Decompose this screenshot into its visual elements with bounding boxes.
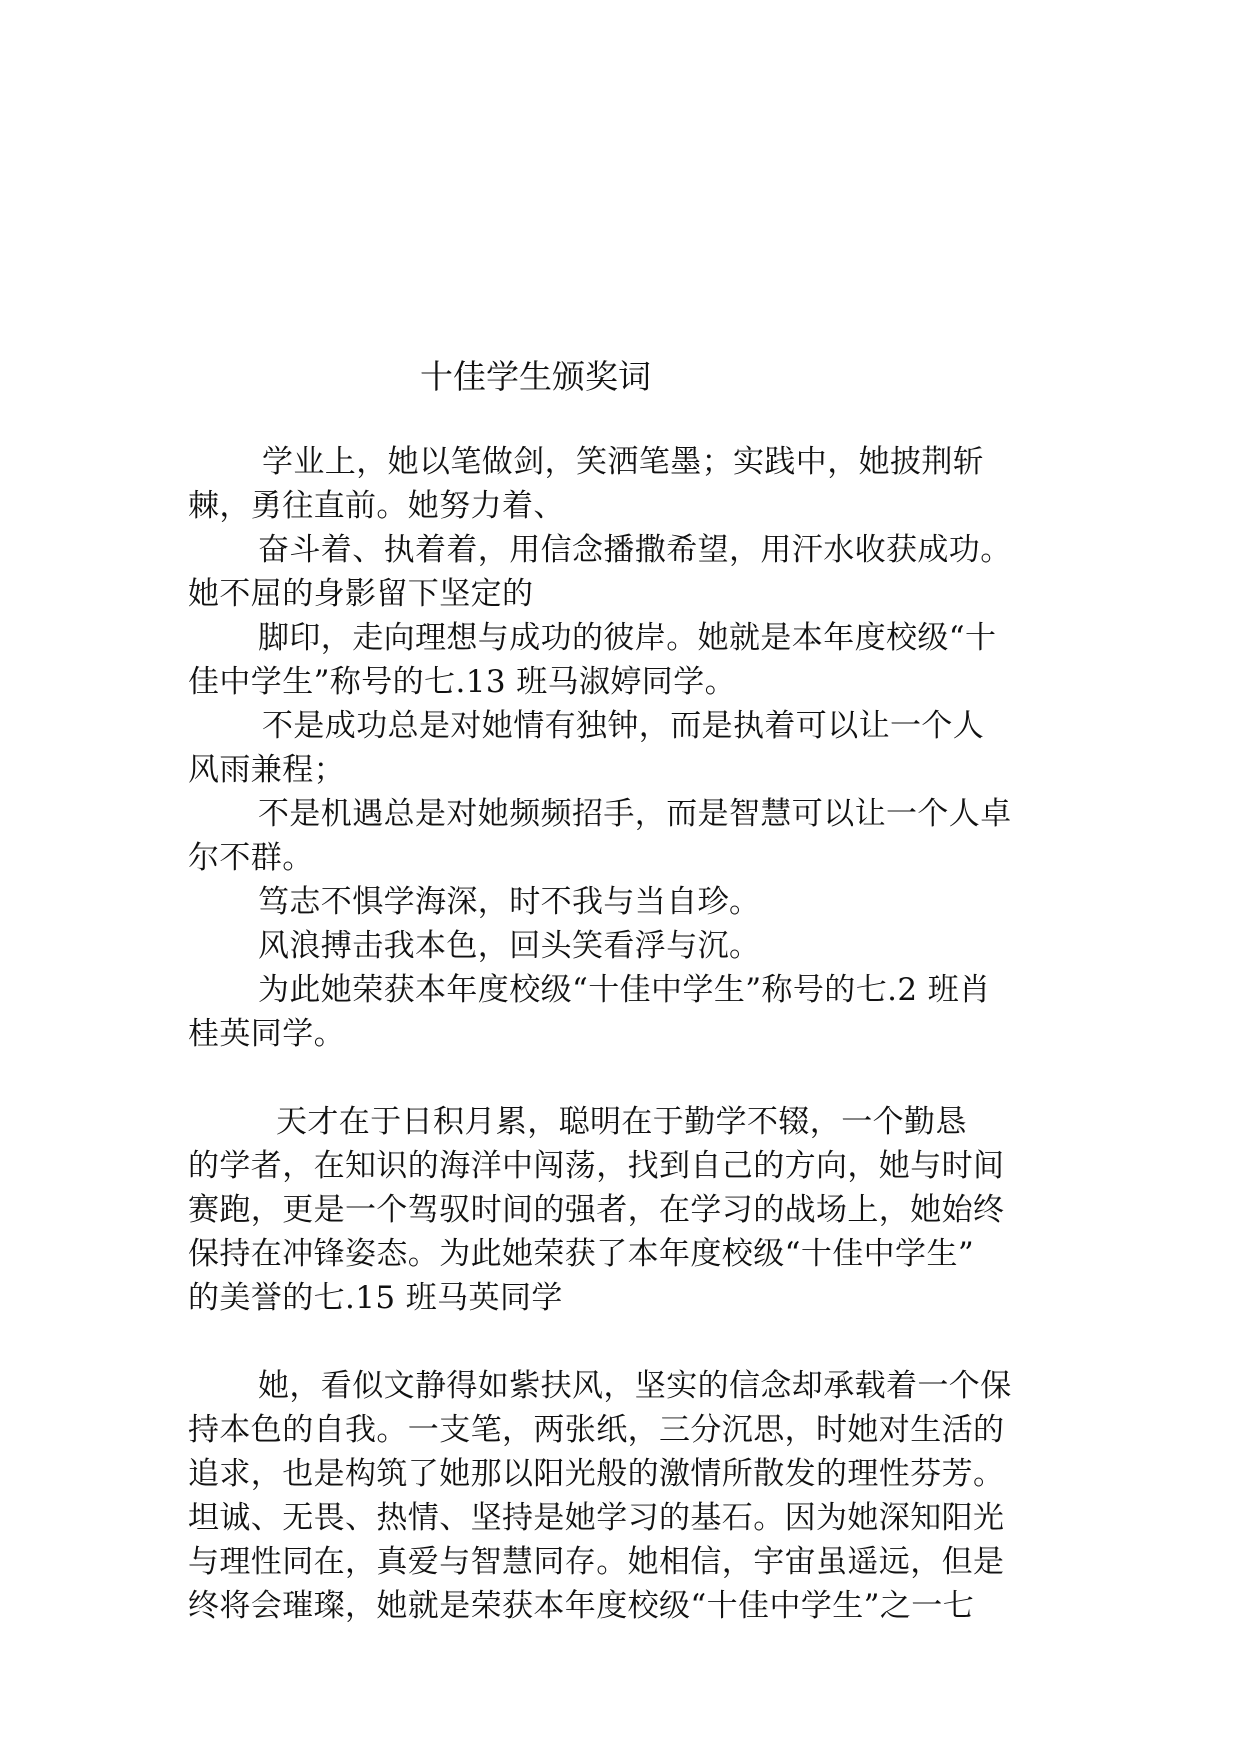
text-line: 终将会璀璨，她就是荣获本年度校级“十佳中学生”之一七 [188, 1588, 975, 1624]
text-line: 的美誉的七.15 班马英同学 [188, 1280, 563, 1316]
text-line: 佳中学生”称号的七.13 班马淑婷同学。 [188, 664, 737, 700]
text-line: 笃志不惧学海深，时不我与当自珍。 [258, 884, 761, 920]
text-line: 学业上，她以笔做剑，笑洒笔墨；实践中，她披荆斩 [262, 444, 985, 480]
text-line: 风雨兼程； [188, 752, 345, 788]
text-line: 不是机遇总是对她频频招手，而是智慧可以让一个人卓 [258, 796, 1012, 832]
text-line: 的学者，在知识的海洋中闯荡，找到自己的方向，她与时间 [188, 1148, 1005, 1184]
text-line: 坦诚、无畏、热情、坚持是她学习的基石。因为她深知阳光 [188, 1500, 1005, 1536]
text-line: 风浪搏击我本色，回头笑看浮与沉。 [258, 928, 761, 964]
text-line: 追求，也是构筑了她那以阳光般的激情所散发的理性芬芳。 [188, 1456, 1005, 1492]
text-line: 保持在冲锋姿态。为此她荣获了本年度校级“十佳中学生” [188, 1236, 975, 1272]
text-line: 不是成功总是对她情有独钟，而是执着可以让一个人 [262, 708, 985, 744]
text-line: 她，看似文静得如紫扶风，坚实的信念却承载着一个保 [258, 1368, 1012, 1404]
text-line: 持本色的自我。一支笔，两张纸，三分沉思，时她对生活的 [188, 1412, 1005, 1448]
text-line: 脚印，走向理想与成功的彼岸。她就是本年度校级“十 [258, 620, 997, 656]
text-line: 与理性同在，真爱与智慧同存。她相信，宇宙虽遥远，但是 [188, 1544, 1005, 1580]
text-line: 赛跑，更是一个驾驭时间的强者，在学习的战场上，她始终 [188, 1192, 1005, 1228]
text-line: 天才在于日积月累，聪明在于勤学不辍，一个勤恳 [276, 1104, 967, 1140]
text-line: 桂英同学。 [188, 1016, 345, 1052]
text-line: 奋斗着、执着着，用信念播撒希望，用汗水收获成功。 [258, 532, 1012, 568]
text-line: 棘，勇往直前。她努力着、 [188, 488, 565, 524]
text-line: 为此她荣获本年度校级“十佳中学生”称号的七.2 班肖 [258, 972, 991, 1008]
text-line: 尔不群。 [188, 840, 314, 876]
document-title: 十佳学生颁奖词 [420, 357, 651, 396]
text-line: 她不屈的身影留下坚定的 [188, 576, 534, 612]
